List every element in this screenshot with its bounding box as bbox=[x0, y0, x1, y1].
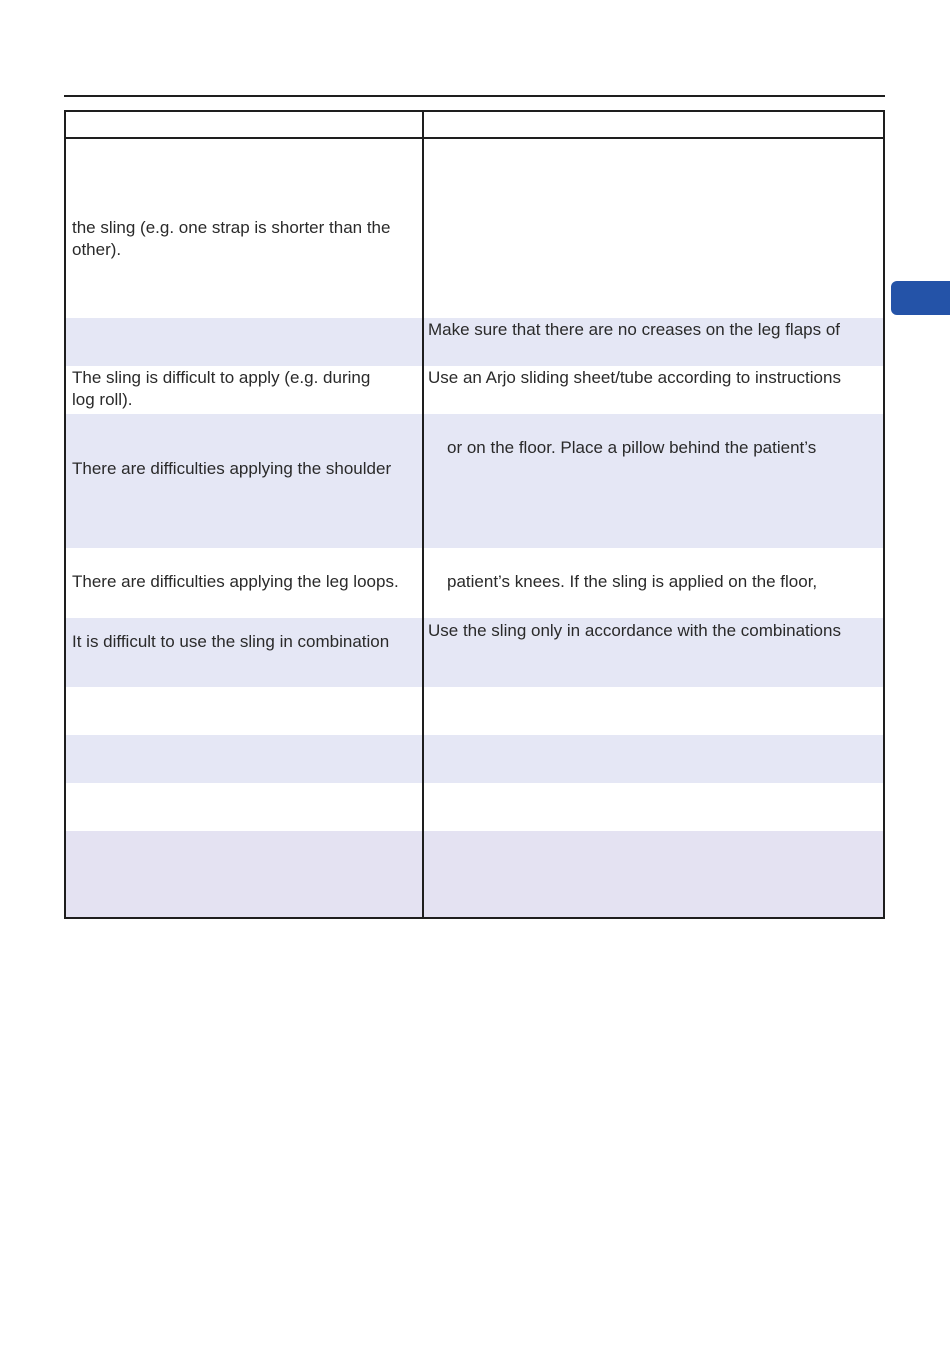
table-row bbox=[66, 618, 883, 687]
table-row bbox=[66, 783, 883, 831]
table-row bbox=[66, 548, 883, 618]
table-row bbox=[66, 318, 883, 366]
problem-cell: It is difficult to use the sling in combination bbox=[72, 632, 390, 651]
table-header-row bbox=[66, 112, 883, 139]
problem-cell: The sling is difficult to apply (e.g. during log roll). bbox=[72, 368, 371, 409]
problem-cell: the sling (e.g. one strap is shorter than the other). bbox=[72, 218, 391, 259]
table-row bbox=[66, 735, 883, 783]
table-row bbox=[66, 687, 883, 735]
action-cell: Use the sling only in accordance with the combinations bbox=[428, 621, 841, 640]
troubleshooting-table bbox=[64, 110, 885, 919]
problem-cell: There are difficulties applying the leg loops. bbox=[72, 572, 399, 591]
table-row bbox=[66, 139, 883, 318]
table-row bbox=[66, 414, 883, 548]
problem-cell: There are difficulties applying the shoulder bbox=[72, 459, 392, 478]
table-row bbox=[66, 366, 883, 414]
section-tab[interactable] bbox=[891, 281, 950, 315]
table-row bbox=[66, 831, 883, 917]
column-divider bbox=[422, 112, 424, 917]
header-rule bbox=[64, 95, 885, 97]
action-cell: Use an Arjo sliding sheet/tube according to instructions bbox=[428, 368, 841, 387]
action-cell: or on the floor. Place a pillow behind the patient’s bbox=[447, 438, 817, 457]
action-cell: patient’s knees. If the sling is applied on the floor, bbox=[447, 572, 818, 591]
action-cell: Make sure that there are no creases on the leg flaps of bbox=[428, 320, 841, 339]
